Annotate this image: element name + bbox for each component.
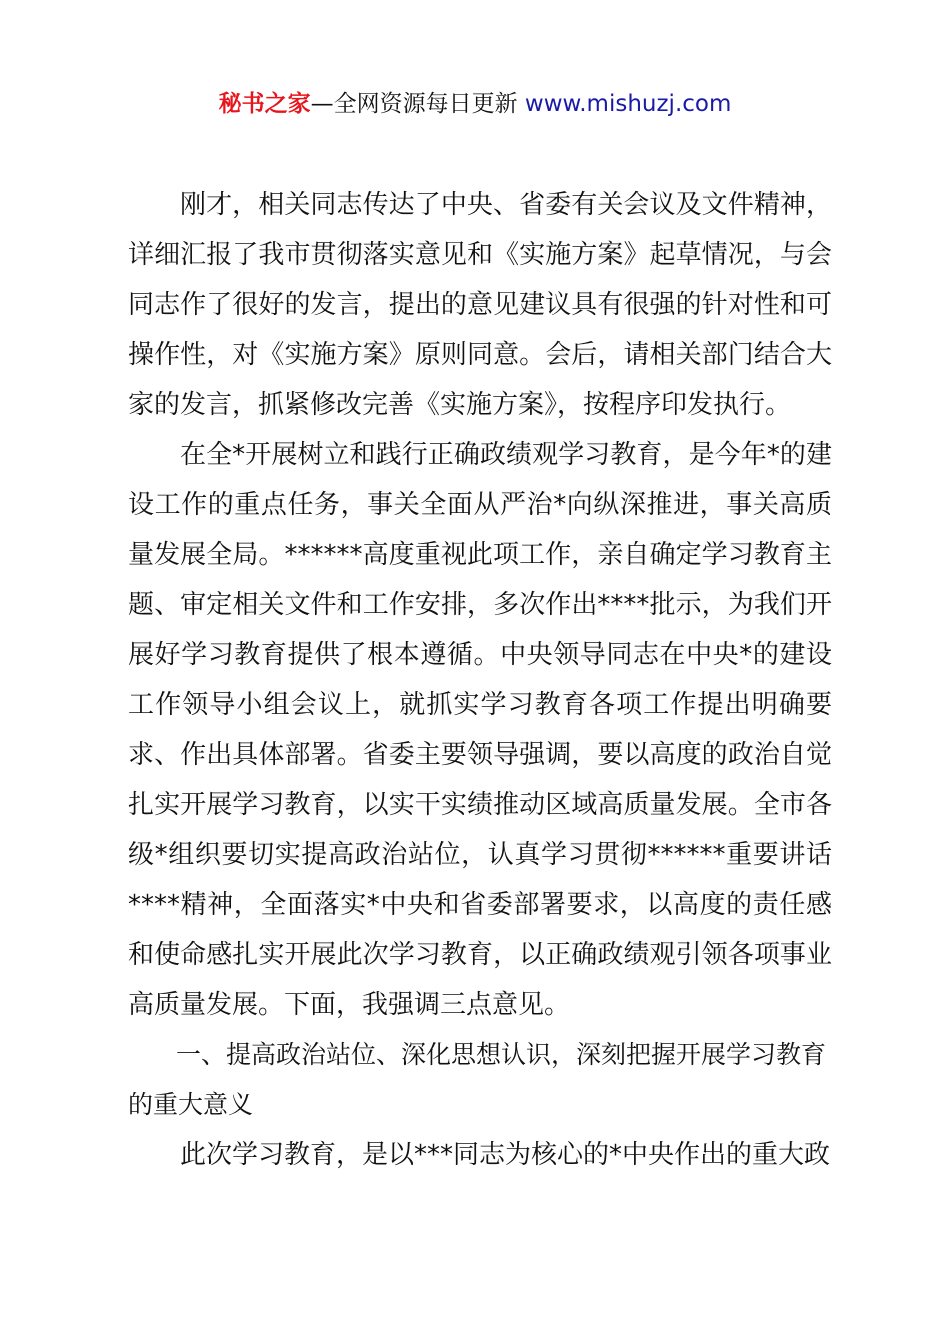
brand-name: 秘书之家 — [218, 91, 311, 117]
paragraph-3: 此次学习教育，是以***同志为核心的*中央作出的重大政 — [180, 1140, 831, 1170]
site-header — [0, 86, 950, 122]
section-heading-1: 一、提高政治站位、深化思想认识，深刻把握开展学习教育的重大意义 — [128, 1040, 827, 1119]
site-url-link[interactable]: www.mishuzj.com — [524, 91, 732, 117]
document-body — [128, 180, 832, 1180]
header-slogan: —全网资源每日更新 — [310, 91, 525, 117]
paragraph-2: 在全*开展树立和践行正确政绩观学习教育，是今年*的建设工作的重点任务，事关全面从严治*向纵深推进，事关高质量发展全局。******高度重视此项工作，亲自确定学习教育主题、审定相关文件和工作安排，多次作出****批示，为我们开展好学习教育提供了根本遵循。中央领导同志在中央*的建设工作领导小组会议上，就抓实学习教育各项工作提出明确要求、作出具体部署。省委主要领导强调，要以高度的政治自觉扎实开展学习教育，以实干实绩推动区域高质量发展。全市各级*组织要切实提高政治站位，认真学习贯彻******重要讲话****精神，全面落实*中央和省委部署要求，以高度的责任感和使命感扎实开展此次学习教育，以正确政绩观引领各项事业高质量发展。下面，我强调三点意见。 — [128, 440, 832, 1020]
paragraph-1: 刚才，相关同志传达了中央、省委有关会议及文件精神，详细汇报了我市贯彻落实意见和《实施方案》起草情况，与会同志作了很好的发言，提出的意见建议具有很强的针对性和可操作性，对《实施方案》原则同意。会后，请相关部门结合大家的发言，抓紧修改完善《实施方案》，按程序印发执行。 — [128, 190, 832, 420]
